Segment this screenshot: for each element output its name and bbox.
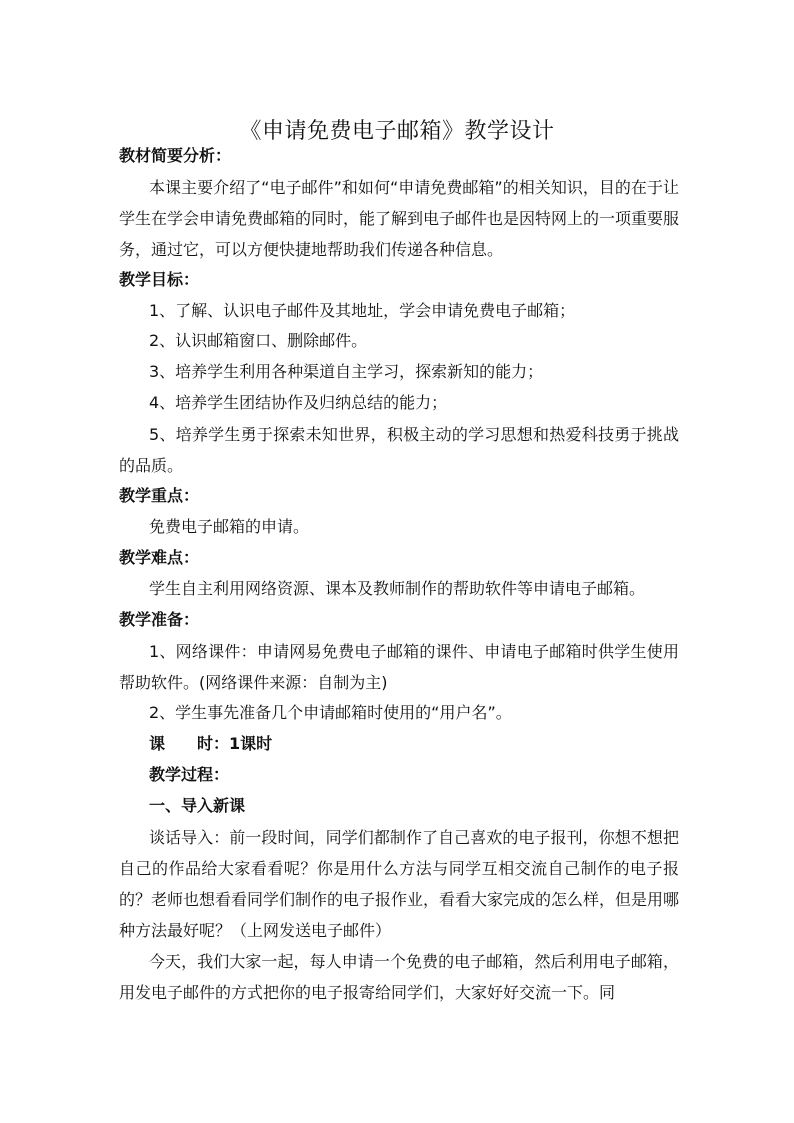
difficulty-body: 学生自主利用网络资源、课本及教师制作的帮助软件等申请电子邮箱。: [149, 579, 646, 598]
material-analysis-heading: 教材简要分析：: [119, 146, 232, 165]
section-1-paragraph-2: 今天，我们大家一起，每人申请一个免费的电子邮箱，然后利用电子邮箱，用发电子邮件的方式把你的电子报寄给同学们，大家好好交流一下。同: [119, 952, 679, 1002]
preparation-item-1: 1、网络课件：申请网易免费电子邮箱的课件、申请电子邮箱时供学生使用帮助软件。(网络课件来源：自制为主): [119, 642, 679, 692]
document-title: 《申请免费电子邮箱》教学设计: [239, 118, 555, 144]
preparation-item-2: 2、学生事先准备几个申请邮箱时使用的“用户名”。: [149, 703, 512, 722]
objective-item-3: 3、培养学生利用各种渠道自主学习，探索新知的能力；: [149, 362, 544, 381]
preparation-heading: 教学准备：: [119, 610, 200, 629]
objective-item-2: 2、认识邮箱窗口、删除邮件。: [149, 331, 368, 350]
material-analysis-body: 本课主要介绍了“电子邮件”和如何“申请免费邮箱”的相关知识，目的在于让学生在学会申请免费邮箱的同时，能了解到电子邮件也是因特网上的一项重要服务，通过它，可以方便快捷地帮助我们传递各种信息。: [119, 178, 680, 259]
class-hours-value: 1课时: [229, 734, 273, 753]
objectives-heading: 教学目标：: [119, 270, 200, 289]
objective-item-5: 5、培养学生勇于探索未知世界，积极主动的学习思想和热爱科技勇于挑战的品质。: [119, 425, 679, 475]
difficulty-heading: 教学难点：: [119, 548, 200, 567]
key-point-heading: 教学重点：: [119, 486, 200, 505]
objective-item-1: 1、了解、认识电子邮件及其地址，学会申请免费电子邮箱；: [149, 301, 576, 320]
section-1-heading: 一、导入新课: [149, 796, 246, 815]
class-hours-line: [149, 729, 272, 759]
objective-item-4: 4、培养学生团结协作及归纳总结的能力；: [149, 393, 448, 412]
section-1-paragraph-1: 谈话导入：前一段时间，同学们都制作了自己喜欢的电子报刊，你想不想把自己的作品给大家看看呢？你是用什么方法与同学互相交流自己制作的电子报的？老师也想看看同学们制作的电子报作业，看看大家完成的怎么样，但是用哪种方法最好呢？（上网发送电子邮件）: [119, 828, 680, 940]
key-point-body: 免费电子邮箱的申请。: [149, 517, 310, 536]
process-heading: 教学过程：: [149, 765, 230, 784]
class-hours-label: 课 时：: [149, 734, 230, 753]
